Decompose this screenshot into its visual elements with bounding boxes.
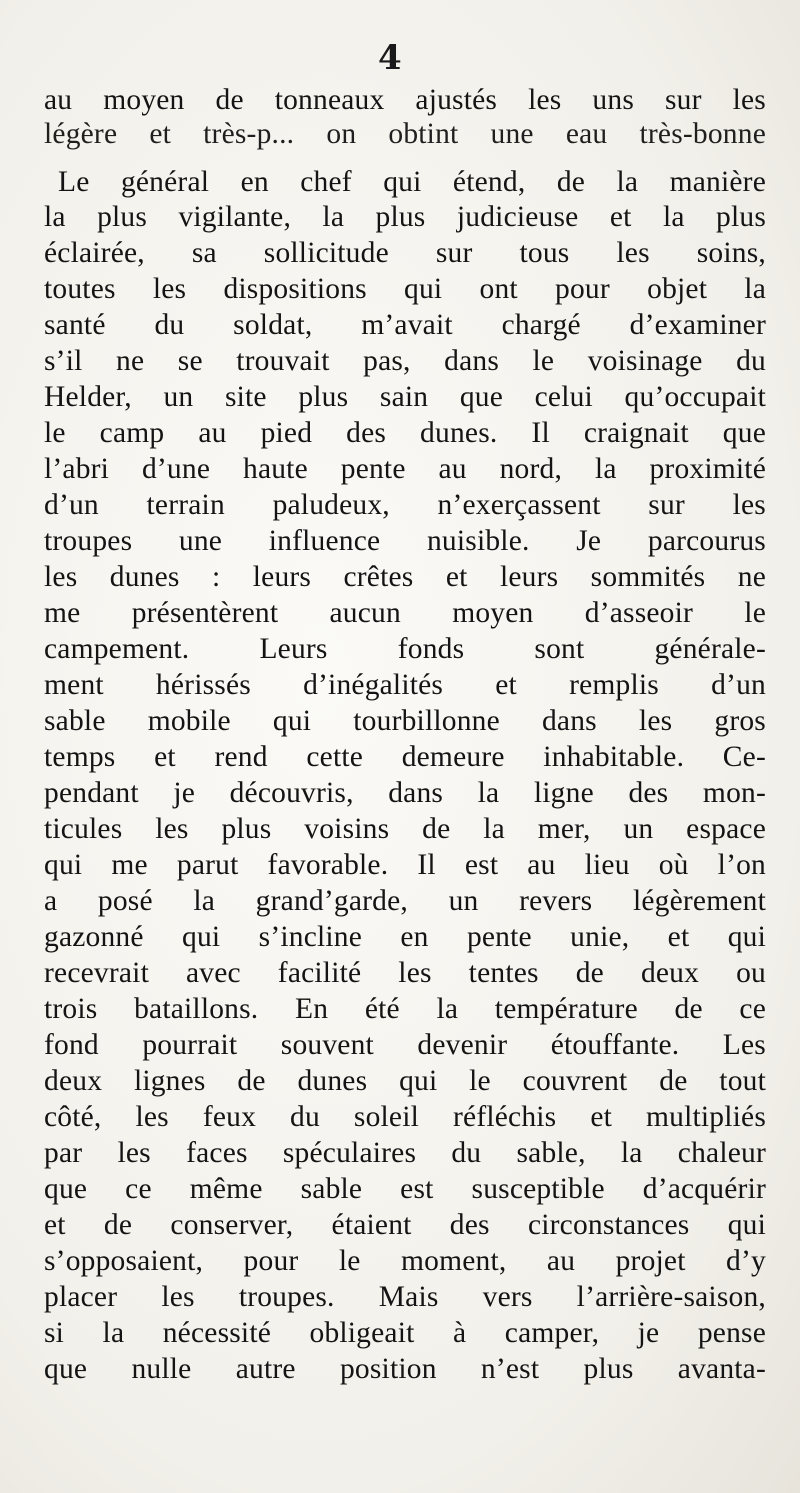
text-line: toutes les dispositions qui ont pour objet la — [44, 273, 766, 305]
text-line: recevrait avec facilité les tentes de deux ou — [44, 957, 766, 989]
text-line: santé du soldat, m’avait chargé d’examiner — [44, 309, 766, 341]
text-line: sable mobile qui tourbillonne dans les gros — [44, 705, 766, 737]
text-line: temps et rend cette demeure inhabitable. Ce- — [44, 741, 766, 773]
text-line: campement. Leurs fonds sont générale- — [44, 633, 766, 665]
text-line: deux lignes de dunes qui le couvrent de tout — [44, 1065, 766, 1097]
text-line: pendant je découvris, dans la ligne des mon- — [44, 777, 766, 809]
text-line: légère et très-p... on obtint une eau très-bonne — [44, 118, 766, 150]
text-line: s’opposaient, pour le moment, au projet d’y — [44, 1245, 766, 1277]
text-line: au moyen de tonneaux ajustés les uns sur les — [44, 84, 766, 116]
text-line: gazonné qui s’incline en pente unie, et qui — [44, 921, 766, 953]
text-line: les dunes : leurs crêtes et leurs sommités ne — [44, 561, 766, 593]
text-line: que nulle autre position n’est plus avanta- — [44, 1353, 766, 1385]
text-line: ticules les plus voisins de la mer, un espace — [44, 813, 766, 845]
text-line: s’il ne se trouvait pas, dans le voisinage du — [44, 345, 766, 377]
text-line: placer les troupes. Mais vers l’arrière-saison, — [44, 1281, 766, 1313]
text-line: Le général en chef qui étend, de la manière — [58, 166, 766, 198]
text-line: d’un terrain paludeux, n’exerçassent sur les — [44, 489, 766, 521]
text-line: qui me parut favorable. Il est au lieu où l’on — [44, 849, 766, 881]
page-number: 4 — [378, 38, 402, 78]
text-line: troupes une influence nuisible. Je parcourus — [44, 525, 766, 557]
text-line: fond pourrait souvent devenir étouffante. Les — [44, 1029, 766, 1061]
text-line: ment hérissés d’inégalités et remplis d’un — [44, 669, 766, 701]
text-line: le camp au pied des dunes. Il craignait que — [44, 417, 766, 449]
text-line: par les faces spéculaires du sable, la chaleur — [44, 1137, 766, 1169]
text-line: éclairée, sa sollicitude sur tous les soins, — [44, 237, 766, 269]
text-line: côté, les feux du soleil réfléchis et multipliés — [44, 1101, 766, 1133]
text-line: me présentèrent aucun moyen d’asseoir le — [44, 597, 766, 629]
text-line: si la nécessité obligeait à camper, je pense — [44, 1317, 766, 1349]
text-line: la plus vigilante, la plus judicieuse et la plus — [44, 201, 766, 233]
text-line: l’abri d’une haute pente au nord, la proximité — [44, 453, 766, 485]
text-line: que ce même sable est susceptible d’acquérir — [44, 1173, 766, 1205]
text-line: a posé la grand’garde, un revers légèrement — [44, 885, 766, 917]
text-line: trois bataillons. En été la température de ce — [44, 993, 766, 1025]
text-line: et de conserver, étaient des circonstances qui — [44, 1209, 766, 1241]
text-line: Helder, un site plus sain que celui qu’occupait — [44, 381, 766, 413]
